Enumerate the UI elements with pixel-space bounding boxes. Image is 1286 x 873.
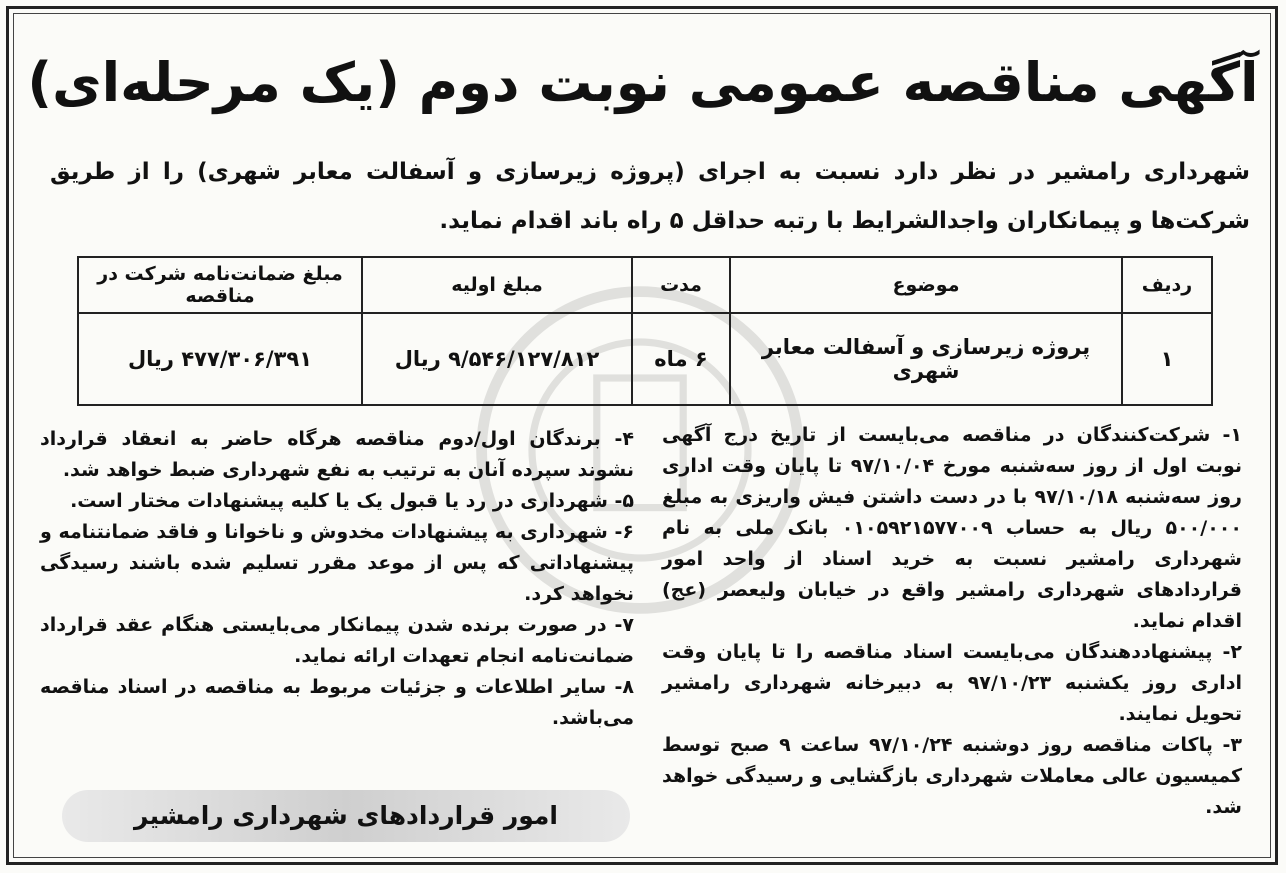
clause-7: ۷- در صورت برنده شدن پیمانکار می‌بایستی هنگام عقد قرارداد ضمانت‌نامه انجام تعهدات ارائه نماید. [40, 614, 634, 667]
clause-2: ۲- پیشنهاددهندگان می‌بایست اسناد مناقصه را تا پایان وقت اداری روز یکشنبه ۹۷/۱۰/۲۳ به دبیرخانه شهرداری رامشیر تحویل نمایند. [662, 641, 1242, 725]
table-header-row [78, 257, 1212, 313]
header-initial-amount: مبلغ اولیه [362, 257, 632, 313]
cell-guarantee-amount: ۴۷۷/۳۰۶/۳۹۱ ریال [78, 313, 362, 405]
cell-subject: پروژه زیرسازی و آسفالت معابر شهری [730, 313, 1122, 405]
tender-table [77, 256, 1213, 406]
clauses-left-column [40, 424, 634, 734]
clause-4: ۴- برندگان اول/دوم مناقصه هرگاه حاضر به انعقاد قرارداد نشوند سپرده آنان به ترتیب به نفع شهرداری ضبط خواهد شد. [40, 428, 634, 481]
cell-duration: ۶ ماه [632, 313, 730, 405]
clause-3: ۳- پاکات مناقصه روز دوشنبه ۹۷/۱۰/۲۴ ساعت ۹ صبح توسط کمیسیون عالی معاملات شهرداری بازگشایی و رسیدگی خواهد شد. [662, 734, 1243, 818]
page-title: آگهی مناقصه عمومی نوبت دوم (یک مرحله‌ای) [27, 51, 1259, 114]
header-duration: مدت [632, 257, 730, 313]
clause-1: ۱- شرکت‌کنندگان در مناقصه می‌بایست از تاریخ درج آگهی نوبت اول از روز سه‌شنبه مورخ ۹۷/۱۰/۰۴ تا پایان وقت اداری روز سه‌شنبه ۹۷/۱۰/۱۸ با در دست داشتن فیش واریزی به مبلغ ۵۰۰/۰۰۰ ریال به حساب ۰۱۰۵۹۲۱۵۷۷۰۰۹ بانک ملی به نام شهرداری رامشیر نسبت به خرید اسناد از واحد امور قراردادهای شهرداری رامشیر واقع در خیابان ولیعصر (عج) اقدام نماید. [662, 424, 1242, 632]
header-guarantee-amount: مبلغ ضمانت‌نامه شرکت در مناقصه [78, 257, 362, 313]
footer-signature: امور قراردادهای شهرداری رامشیر [62, 790, 630, 842]
clause-5: ۵- شهرداری در رد یا قبول یک یا کلیه پیشنهادات مختار است. [70, 490, 634, 512]
cell-row-number: ۱ [1122, 313, 1212, 405]
header-subject: موضوع [730, 257, 1122, 313]
clause-8: ۸- سایر اطلاعات و جزئیات مربوط به مناقصه در اسناد مناقصه می‌باشد. [40, 676, 634, 729]
cell-initial-amount: ۹/۵۴۶/۱۲۷/۸۱۲ ریال [362, 313, 632, 405]
table-row [78, 313, 1212, 405]
clause-6: ۶- شهرداری به پیشنهادات مخدوش و ناخوانا و فاقد ضمانتنامه و پیشنهاداتی که پس از موعد مقرر تسلیم شده باشند رسیدگی نخواهد کرد. [40, 521, 634, 605]
clauses-right-column [662, 420, 1242, 823]
header-row-number: ردیف [1122, 257, 1212, 313]
intro-paragraph: شهرداری رامشیر در نظر دارد نسبت به اجرای (پروژه زیرسازی و آسفالت معابر شهری) را از طریق شرکت‌ها و پیمانکاران واجدالشرایط با رتبه حداقل ۵ راه باند اقدام نماید. [50, 159, 1250, 234]
